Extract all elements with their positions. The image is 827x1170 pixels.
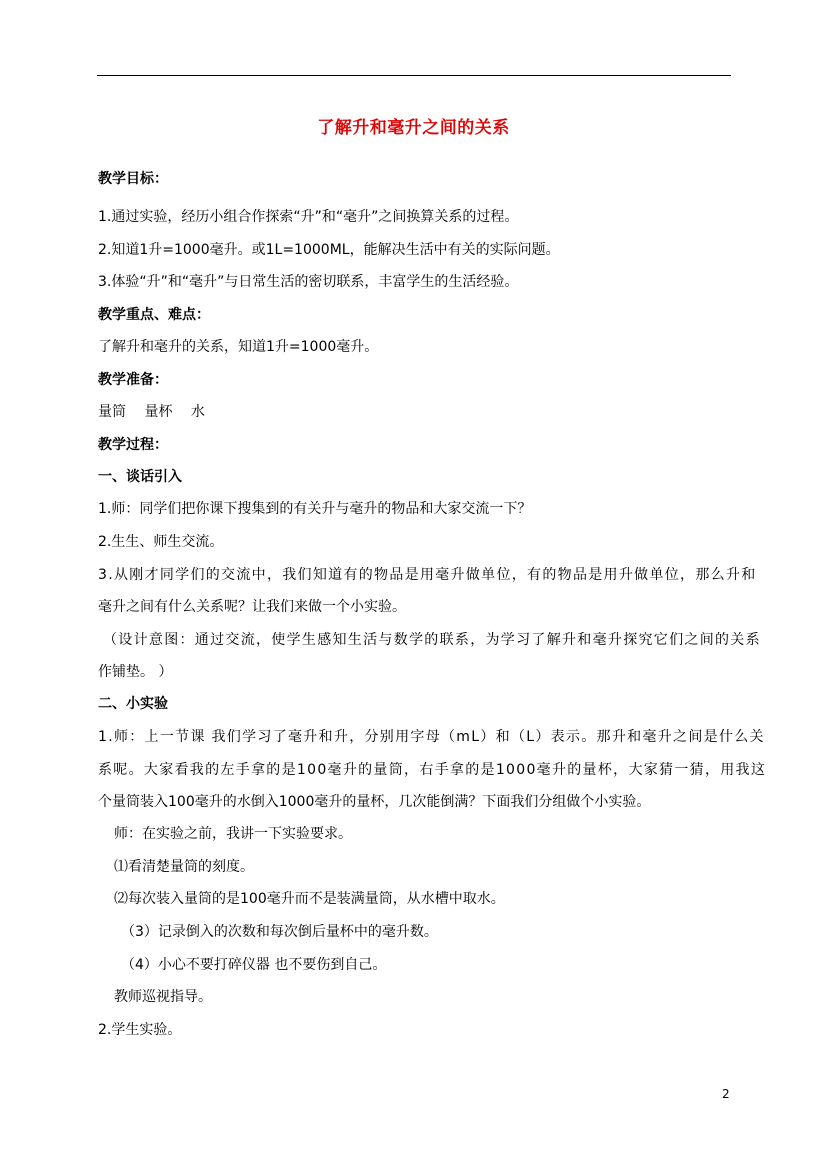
section-2-item-1-line-1: 1.师：上一节课 我们学习了毫升和升，分别用字母（mL）和（L）表示。那升和毫升之间是什么关 — [98, 729, 765, 745]
section-2-item-1-line-2: 系呢。大家看我的左手拿的是100毫升的量筒，右手拿的是1000毫升的量杯，大家猜一猜，用我这 — [98, 762, 767, 778]
goal-3: 3.体验“升”和“毫升”与日常生活的密切联系，丰富学生的生活经验。 — [98, 274, 519, 290]
goal-2: 2.知道1升=1000毫升。或1L=1000ML，能解决生活中有关的实际问题。 — [98, 242, 560, 258]
section-1-item-1: 1.师：同学们把你课下搜集到的有关升与毫升的物品和大家交流一下？ — [98, 501, 532, 517]
requirement-4: （4）小心不要打碎仪器 也不要伤到自己。 — [121, 957, 387, 973]
requirement-1: ⑴看清楚量筒的刻度。 — [114, 859, 254, 875]
heading-preparation: 教学准备： — [98, 372, 168, 388]
heading-key-points: 教学重点、难点： — [98, 307, 210, 323]
design-intent-line-1: （设计意图：通过交流，使学生感知生活与数学的联系，为学习了解升和毫升探究它们之间的关系 — [103, 632, 761, 648]
section-2-item-2: 2.学生实验。 — [98, 1022, 182, 1038]
preparation-text: 量筒 量杯 水 — [98, 404, 205, 420]
requirement-3: （3）记录倒入的次数和每次倒后量杯中的毫升数。 — [121, 924, 438, 940]
section-1-heading: 一、谈话引入 — [98, 469, 182, 485]
header-rule — [97, 75, 731, 76]
requirement-2: ⑵每次装入量筒的是100毫升而不是装满量筒，从水槽中取水。 — [114, 891, 505, 907]
heading-teaching-goals: 教学目标： — [98, 171, 168, 187]
section-2-heading: 二、小实验 — [98, 696, 168, 712]
teacher-patrol: 教师巡视指导。 — [114, 989, 212, 1005]
goal-1: 1.通过实验，经历小组合作探索“升”和“毫升”之间换算关系的过程。 — [98, 209, 519, 225]
heading-process: 教学过程： — [98, 437, 168, 453]
section-2-item-1-line-3: 个量筒装入100毫升的水倒入1000毫升的量杯，几次能倒满？下面我们分组做个小实验。 — [98, 794, 651, 810]
document-title: 了解升和毫升之间的关系 — [317, 118, 510, 138]
section-1-item-2: 2.生生、师生交流。 — [98, 534, 224, 550]
teacher-instruction: 师：在实验之前，我讲一下实验要求。 — [114, 826, 352, 842]
section-1-item-3-line-2: 毫升之间有什么关系呢？让我们来做一个小实验。 — [98, 599, 406, 615]
design-intent-line-2: 作铺垫。 ） — [98, 664, 173, 680]
section-1-item-3-line-1: 3.从刚才同学们的交流中，我们知道有的物品是用毫升做单位，有的物品是用升做单位，那么升和 — [98, 567, 757, 583]
key-points-text: 了解升和毫升的关系，知道1升=1000毫升。 — [98, 339, 379, 355]
page-number: 2 — [722, 1087, 730, 1101]
